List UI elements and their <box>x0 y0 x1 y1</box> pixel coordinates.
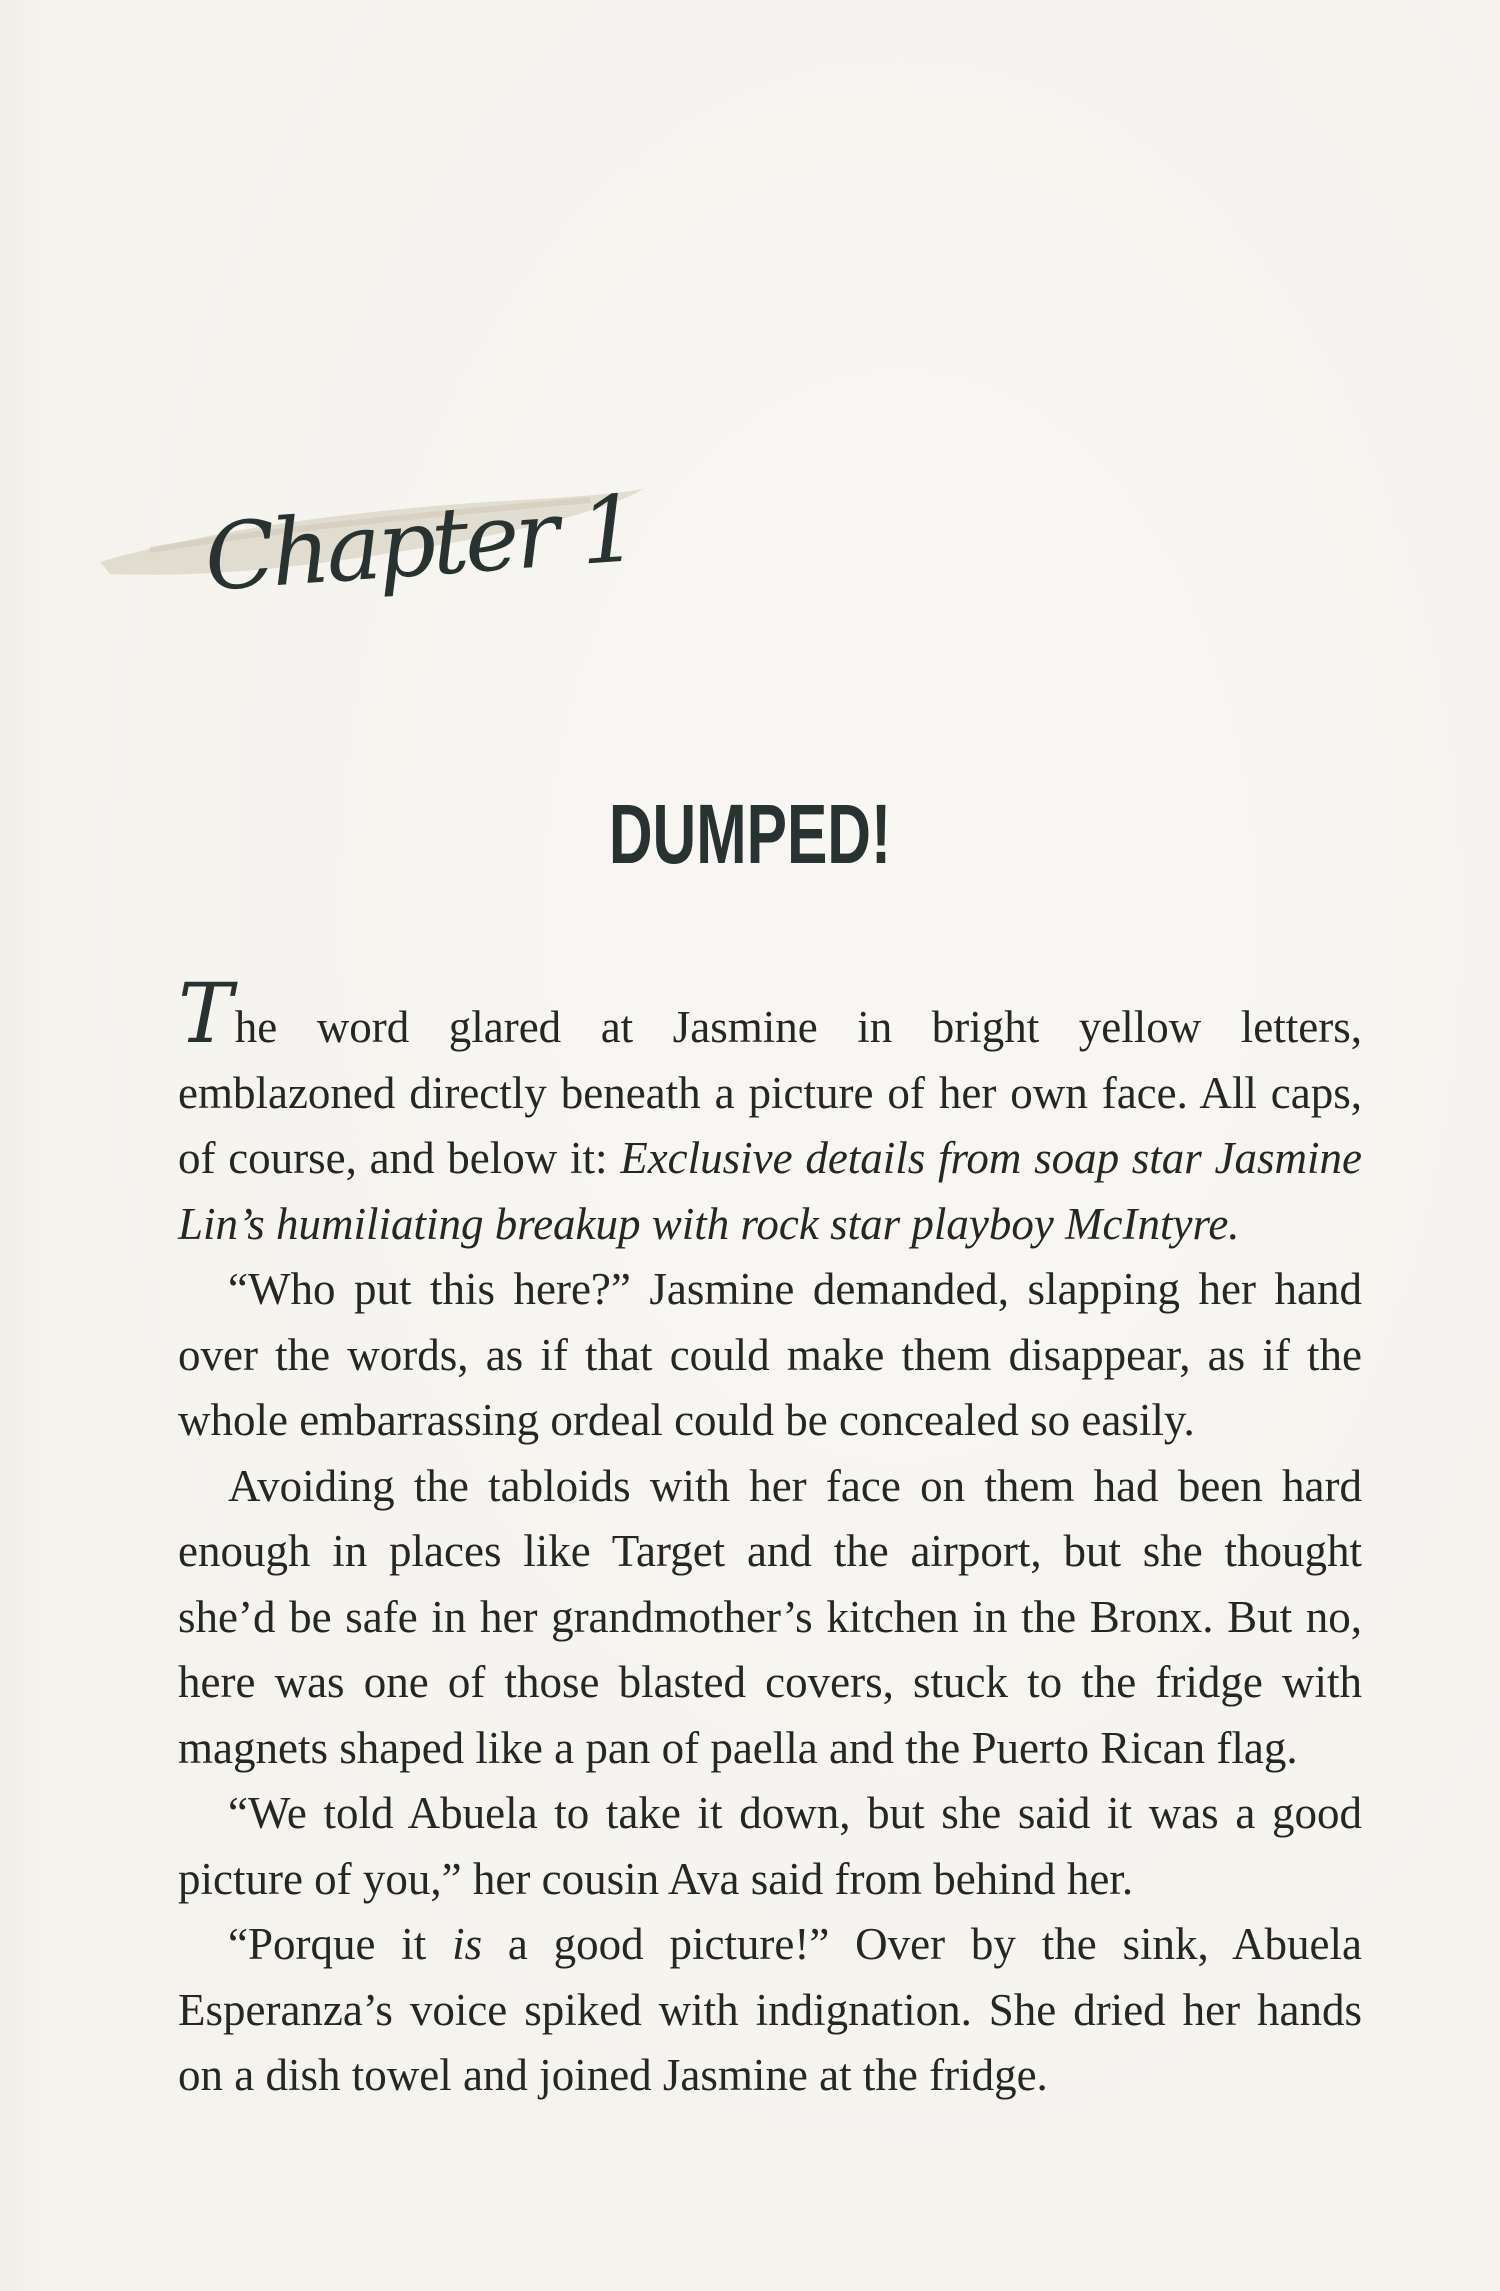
opening-paragraph-italic: Exclusive details from soap star Jasmine Lin’s humiliating breakup with rock star playboy McIntyre. <box>178 1133 1362 1249</box>
chapter-number-label: Chapter 1 <box>201 475 639 612</box>
paragraph <box>178 1912 1362 2109</box>
body-text <box>178 967 1362 2109</box>
paragraph-text: a good picture!” Over by the sink, Abuela Esperanza’s voice spiked with indignation. She dried her hands on a dish towel and joined Jasmine at the fridge. <box>178 1919 1362 2100</box>
paragraph-text: “Porque it <box>228 1919 453 1969</box>
opening-paragraph-text: he word glared at Jasmine in bright yellow letters, emblazoned directly beneath a picture of her own face. All caps, of course, and below it: <box>178 1002 1362 1183</box>
drop-cap: T <box>178 967 233 1062</box>
paragraph: “We told Abuela to take it down, but she said it was a good picture of you,” her cousin Ava said from behind her. <box>178 1788 1362 1904</box>
paragraph: “Who put this here?” Jasmine demanded, slapping her hand over the words, as if that could make them disappear, as if the whole embarrassing ordeal could be concealed so easily. <box>178 1264 1362 1445</box>
paragraph-italic: is <box>452 1919 483 1969</box>
opening-paragraph <box>178 967 1362 1257</box>
paragraph: Avoiding the tabloids with her face on them had been hard enough in places like Target and the airport, but she thought she’d be safe in her grandmother’s kitchen in the Bronx. But no, here was one of those blasted covers, stuck to the fridge with magnets shaped like a pan of paella and the Puerto Rican flag. <box>178 1460 1362 1773</box>
chapter-title: DUMPED! <box>608 787 892 881</box>
